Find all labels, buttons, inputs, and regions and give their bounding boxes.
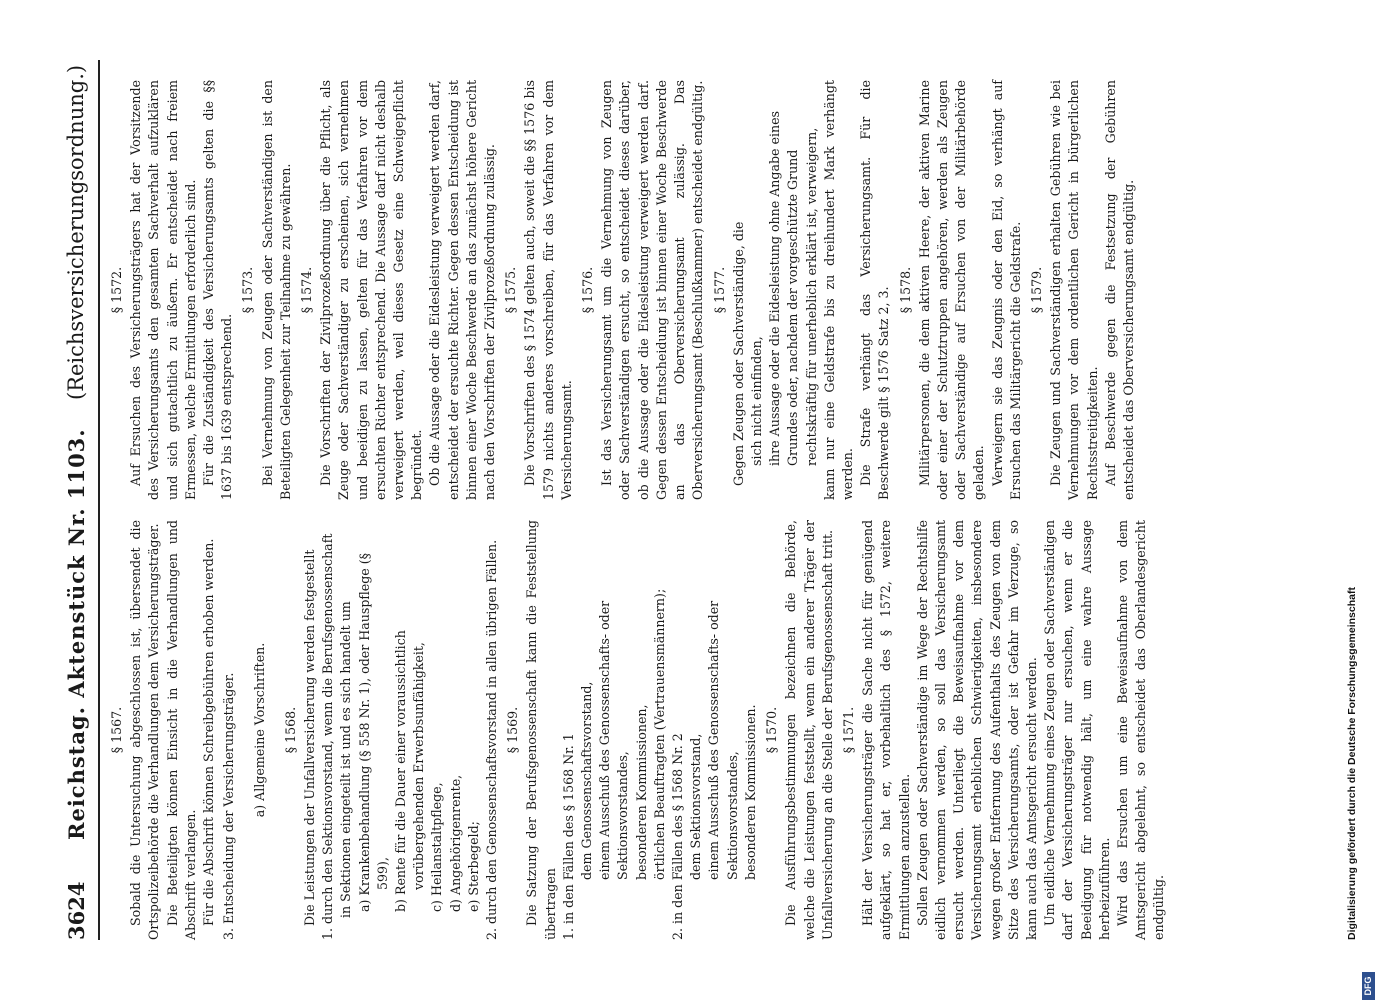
paragraph: Gegen Zeugen oder Sachverständige, die <box>730 221 746 486</box>
sub-list-item: c) Heilanstaltpflege, <box>429 782 445 912</box>
paragraph: Bei Vernehmung von Zeugen oder Sachverständigen ist den Beteiligten Gelegenheit zur Teilnahme zu gewähren. <box>259 80 293 500</box>
paragraph: Die Satzung der Berufsgenossenschaft kann die Feststellung übertragen <box>524 520 558 940</box>
sub-list-item: b) Rente für die Dauer einer voraussichtlich vorübergehenden Erwerbsunfähigkeit, <box>393 630 427 912</box>
list-item: 1. in den Fällen des § 1568 Nr. 1 <box>560 733 576 940</box>
section-number: § 1574. <box>299 266 315 314</box>
section-number: § 1570. <box>764 706 780 754</box>
section-number: § 1571. <box>840 706 856 754</box>
list-entry: dem Sektionsvorstand, <box>688 733 704 880</box>
page-number: 3624 <box>64 881 89 940</box>
paragraph: Die Zeugen und Sachverständigen erhalten Gebühren wie bei Vernehmungen vor dem ordentlichen Gericht in bürgerlichen Rechtsstreitigkeiten. <box>1048 80 1100 500</box>
paragraph: Die Leistungen der Unfallversicherung werden festgestellt <box>302 549 318 926</box>
paragraph: Um eidliche Vernehmung eines Zeugen oder Sachverständigen darf der Versicherungsträger nur ersuchen, wenn er die Beeidigung für notwendig hält, um eine wahre Aussage herbeizuführen. <box>1042 520 1112 940</box>
paragraph: Ist das Versicherungsamt um die Vernehmung von Zeugen oder Sachverständigen ersucht, so entscheidet dieses darüber, ob die Aussage oder die Eidesleistung verweigert werden darf. Gegen dessen Entscheidung ist binnen einer Woche Beschwerde an das Oberversicherungsamt zulässig. Das Oberversicherungsamt (Beschlußkammer) entscheidet endgültig. <box>599 80 706 500</box>
list-entry: einem Ausschuß des Genossenschafts- oder Sektionsvorstandes, <box>597 600 631 880</box>
paragraph: Die Strafe verhängt das Versicherungsamt. Für die Beschwerde gilt § 1576 Satz 2, 3. <box>858 80 892 500</box>
paragraph: kann nur eine Geldstrafe bis zu dreihundert Mark verhängt werden. <box>821 80 855 500</box>
right-text-column <box>105 80 1138 500</box>
section-number: § 1573. <box>240 266 256 314</box>
list-entry: örtlichen Beauftragten (Vertrauensmännern); <box>651 588 667 880</box>
section-number: § 1569. <box>505 706 521 754</box>
section-number: § 1576. <box>580 266 596 314</box>
list-item: 2. in den Fällen des § 1568 Nr. 2 <box>670 733 686 940</box>
section-number: § 1572. <box>109 266 124 314</box>
paragraph: Die Beteiligten können Einsicht in die Verhandlungen und Abschrift verlangen. <box>164 520 198 940</box>
dfg-logo: DFG <box>1362 972 1375 1000</box>
paragraph: Militärpersonen, die dem aktiven Heere, der aktiven Marine oder einer der Schutztruppen angehören, werden als Zeugen oder Sachverständige auf Ersuchen von der Militärbehörde geladen. <box>916 80 987 500</box>
paragraph: Ob die Aussage oder die Eidesleistung verweigert werden darf, entscheidet der ersuchte Richter. Gegen dessen Entscheidung ist binnen einer Woche Beschwerde an das zunächst höhere Gericht nach den Vorschriften der Zivilprozeßordnung zulässig. <box>427 80 498 500</box>
list-entry: besonderen Kommissionen, <box>633 704 649 880</box>
header-right-title: (Reichsversicherungsordnung.) <box>64 64 88 400</box>
list-item: 1. durch den Sektionsvorstand, wenn die Berufsgenossenschaft in Sektionen eingeteilt ist und es sich handelt um <box>320 533 354 940</box>
paragraph: Sollen Zeugen oder Sachverständige im Wege der Rechtshilfe eidlich vernommen werden, so soll das Versicherungsamt ersucht werden. Unterliegt die Beweisaufnahme vor dem Versicherungsamt erheblichen Schwierigkeiten, insbesondere wegen großer Entfernung des Aufenthalts des Zeugen von dem Sitze des Versicherungsamts, oder ist Gefahr im Verzuge, so kann auch das Amtsgericht ersucht werden. <box>914 520 1039 940</box>
list-entry: besonderen Kommissionen. <box>742 704 758 880</box>
indented-clause: sich nicht einfinden, <box>748 336 764 466</box>
section-number: § 1578. <box>897 266 913 314</box>
sub-list-item: d) Angehörigenrente, <box>447 774 463 912</box>
page-header <box>58 60 100 940</box>
paragraph: Auf Beschwerde gegen die Festsetzung der Gebühren entscheidet das Oberversicherungsamt endgültig. <box>1102 80 1136 500</box>
subheading: a) Allgemeine Vorschriften. <box>252 642 268 818</box>
paragraph: Für die Zuständigkeit des Versicherungsamts gelten die §§ 1637 bis 1639 entsprechend. <box>201 80 235 500</box>
indented-clause: ihre Aussage oder die Eidesleistung ohne Angabe eines Grundes oder, nachdem der vorgeschützte Grund rechtskräftig für unerheblich erklärt ist, verweigern, <box>767 110 819 466</box>
header-left-title: Reichstag. Aktenstück Nr. 1103. <box>64 428 89 840</box>
paragraph: Hält der Versicherungsträger die Sache nicht für genügend aufgeklärt, so hat er, vorbehaltlich des § 1572, weitere Ermittlungen anzustellen. <box>860 520 912 940</box>
paragraph: Auf Ersuchen des Versicherungsträgers hat der Vorsitzende des Versicherungsamts den gesamten Sachverhalt aufzuklären und sich gutachtlich zu äußern. Er entscheidet nach freiem Ermessen, welche Ermittlungen erforderlich sind. <box>128 80 198 500</box>
list-entry: einem Ausschuß des Genossenschafts- oder Sektionsvorstandes, <box>706 600 740 880</box>
section-number: § 1579. <box>1028 266 1044 314</box>
sub-list-item: e) Sterbegeld; <box>465 821 481 912</box>
paragraph: Verweigern sie das Zeugnis oder den Eid, so verhängt auf Ersuchen das Militärgericht die Geldstrafe. <box>989 80 1023 500</box>
paragraph: Wird das Ersuchen um eine Beweisaufnahme von dem Amtsgericht abgelehnt, so entscheidet das Oberlandesgericht endgültig. <box>1114 520 1167 940</box>
paragraph: Sobald die Untersuchung abgeschlossen ist, übersendet die Ortspolizeibehörde die Verhandlungen dem Versicherungsträger. <box>128 520 162 940</box>
subheading: 3. Entscheidung der Versicherungsträger. <box>221 672 237 940</box>
list-entry: dem Genossenschaftsvorstand, <box>579 681 595 880</box>
paragraph: Für die Abschrift können Schreibgebühren erhoben werden. <box>201 538 217 926</box>
digitization-credit: Digitalisierung gefördert durch die Deutsche Forschungsgemeinschaft <box>1346 587 1358 940</box>
section-number: § 1568. <box>282 706 298 754</box>
section-number: § 1567. <box>109 706 124 754</box>
paragraph: Die Vorschriften des § 1574 gelten auch, soweit die §§ 1576 bis 1579 nichts anderes vorschreiben, für das Verfahren vor dem Versicherungsamt. <box>522 80 574 500</box>
section-number: § 1577. <box>711 266 727 314</box>
section-number: § 1575. <box>503 266 519 314</box>
sub-list-item: a) Krankenbehandlung (§ 558 Nr. 1), oder Hauspflege (§ 599), <box>356 553 390 912</box>
left-text-column <box>105 520 1169 940</box>
paragraph: Die Ausführungsbestimmungen bezeichnen die Behörde, welche die Leistungen feststellt, wenn ein anderer Träger der Unfallversicherung an die Stelle der Berufsgenossenschaft tritt. <box>783 520 835 940</box>
paragraph: Die Vorschriften der Zivilprozeßordnung über die Pflicht, als Zeuge oder Sachverständiger zu erscheinen, sich vernehmen und beeidigen zu lassen, gelten für das Verfahren vor dem ersuchten Richter entsprechend. Die Aussage darf nicht deshalb verweigert werden, weil dieses Gesetz eine Schweigepflicht begründet. <box>318 80 425 500</box>
list-item: 2. durch den Genossenschaftsvorstand in allen übrigen Fällen. <box>484 539 500 940</box>
